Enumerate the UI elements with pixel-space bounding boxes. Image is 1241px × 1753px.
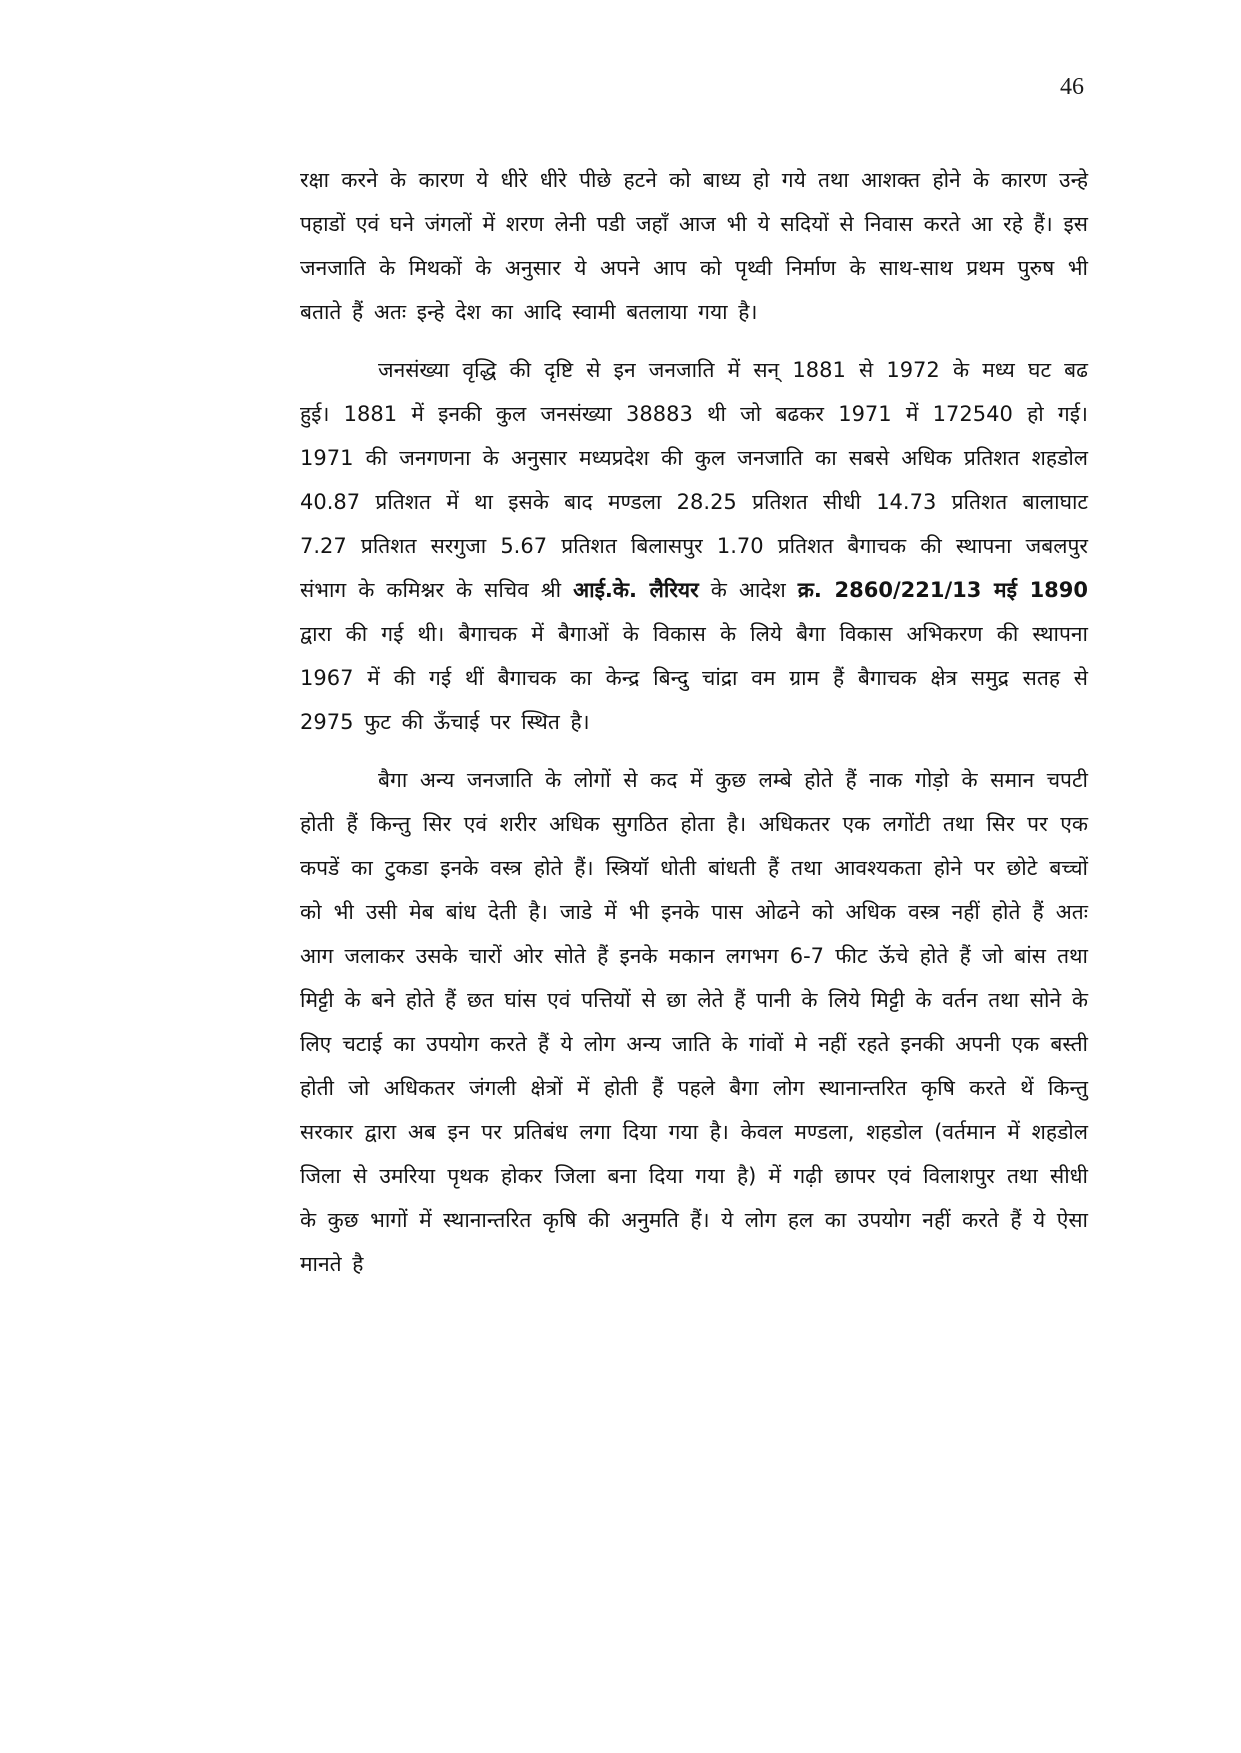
- paragraph-2-text-b: के आदेश: [698, 578, 798, 602]
- paragraph-1: [300, 158, 1088, 334]
- paragraph-3-text: बैगा अन्य जनजाति के लोगों से कद में कुछ लम्बे होते हैं नाक गोड़ो के समान चपटी होती हैं किन्तु सिर एवं शरीर अधिक सुगठित होता है। अधिकतर एक लगोंटी तथा सिर पर एक कपडें का टुकडा इनके वस्त्र होते हैं। स्त्रियॉ धोती बांधती हैं तथा आवश्यकता होने पर छोटे बच्चों को भी उसी मेब बांध देती है। जाडे में भी इनके पास ओढने को अधिक वस्त्र नहीं होते हैं अतः आग जलाकर उसके चारों ओर सोते हैं इनके मकान लगभग 6-7 फीट ऊॅचे होते हैं जो बांस तथा मिट्टी के बने होते हैं छत घांस एवं पत्तियों से छा लेते हैं पानी के लिये मिट्टी के वर्तन तथा सोने के लिए चटाई का उपयोग करते हैं ये लोग अन्य जाति के गांवों मे नहीं रहते इनकी अपनी एक बस्ती होती जो अधिकतर जंगली क्षेत्रों में होती हैं पहले बैगा लोग स्थानान्तरित कृषि करते थें किन्तु सरकार द्वारा अब इन पर प्रतिबंध लगा दिया गया है। केवल मण्डला, शहडोल (वर्तमान में शहडोल जिला से उमरिया पृथक होकर जिला बना दिया गया है) में गढ़ी छापर एवं विलाशपुर तथा सीधी के कुछ भागों में स्थानान्तरित कृषि की अनुमति हैं। ये लोग हल का उपयोग नहीं करते हैं ये ऐसा मानते है: [300, 768, 1088, 1276]
- paragraph-2: [300, 348, 1088, 744]
- order-reference: क्र. 2860/221/13 मई 1890: [797, 578, 1089, 602]
- paragraph-1-text: रक्षा करने के कारण ये धीरे धीरे पीछे हटने को बाध्य हो गये तथा आशक्त होने के कारण उन्हे पहाडों एवं घने जंगलों में शरण लेनी पडी जहाँ आज भी ये सदियों से निवास करते आ रहे हैं। इस जनजाति के मिथकों के अनुसार ये अपने आप को पृथ्वी निर्माण के साथ-साथ प्रथम पुरुष भी बताते हैं अतः इन्हे देश का आदि स्वामी बतलाया गया है।: [300, 168, 1088, 324]
- page-number: 46: [1060, 74, 1084, 100]
- paragraph-2-text-c: द्वारा की गई थी। बैगाचक में बैगाओं के विकास के लिये बैगा विकास अभिकरण की स्थापना 1967 में की गई थीं बैगाचक का केन्द्र बिन्दु चांद्रा वम ग्राम हैं बैगाचक क्षेत्र समुद्र सतह से 2975 फुट की ऊँचाई पर स्थित है।: [300, 622, 1088, 734]
- officer-name: आई.के. लैरियर: [573, 578, 699, 602]
- paragraph-2-text-a: जनसंख्या वृद्धि की दृष्टि से इन जनजाति में सन् 1881 से 1972 के मध्य घट बढ हुई। 1881 में इनकी कुल जनसंख्या 38883 थी जो बढकर 1971 में 172540 हो गई। 1971 की जनगणना के अनुसार मध्यप्रदेश की कुल जनजाति का सबसे अधिक प्रतिशत शहडोल 40.87 प्रतिशत में था इसके बाद मण्डला 28.25 प्रतिशत सीधी 14.73 प्रतिशत बालाघाट 7.27 प्रतिशत सरगुजा 5.67 प्रतिशत बिलासपुर 1.70 प्रतिशत बैगाचक की स्थापना जबलपुर संभाग के कमिश्नर के सचिव श्री: [300, 358, 1088, 602]
- paragraph-3: [300, 758, 1088, 1286]
- body-text: [300, 158, 1088, 1286]
